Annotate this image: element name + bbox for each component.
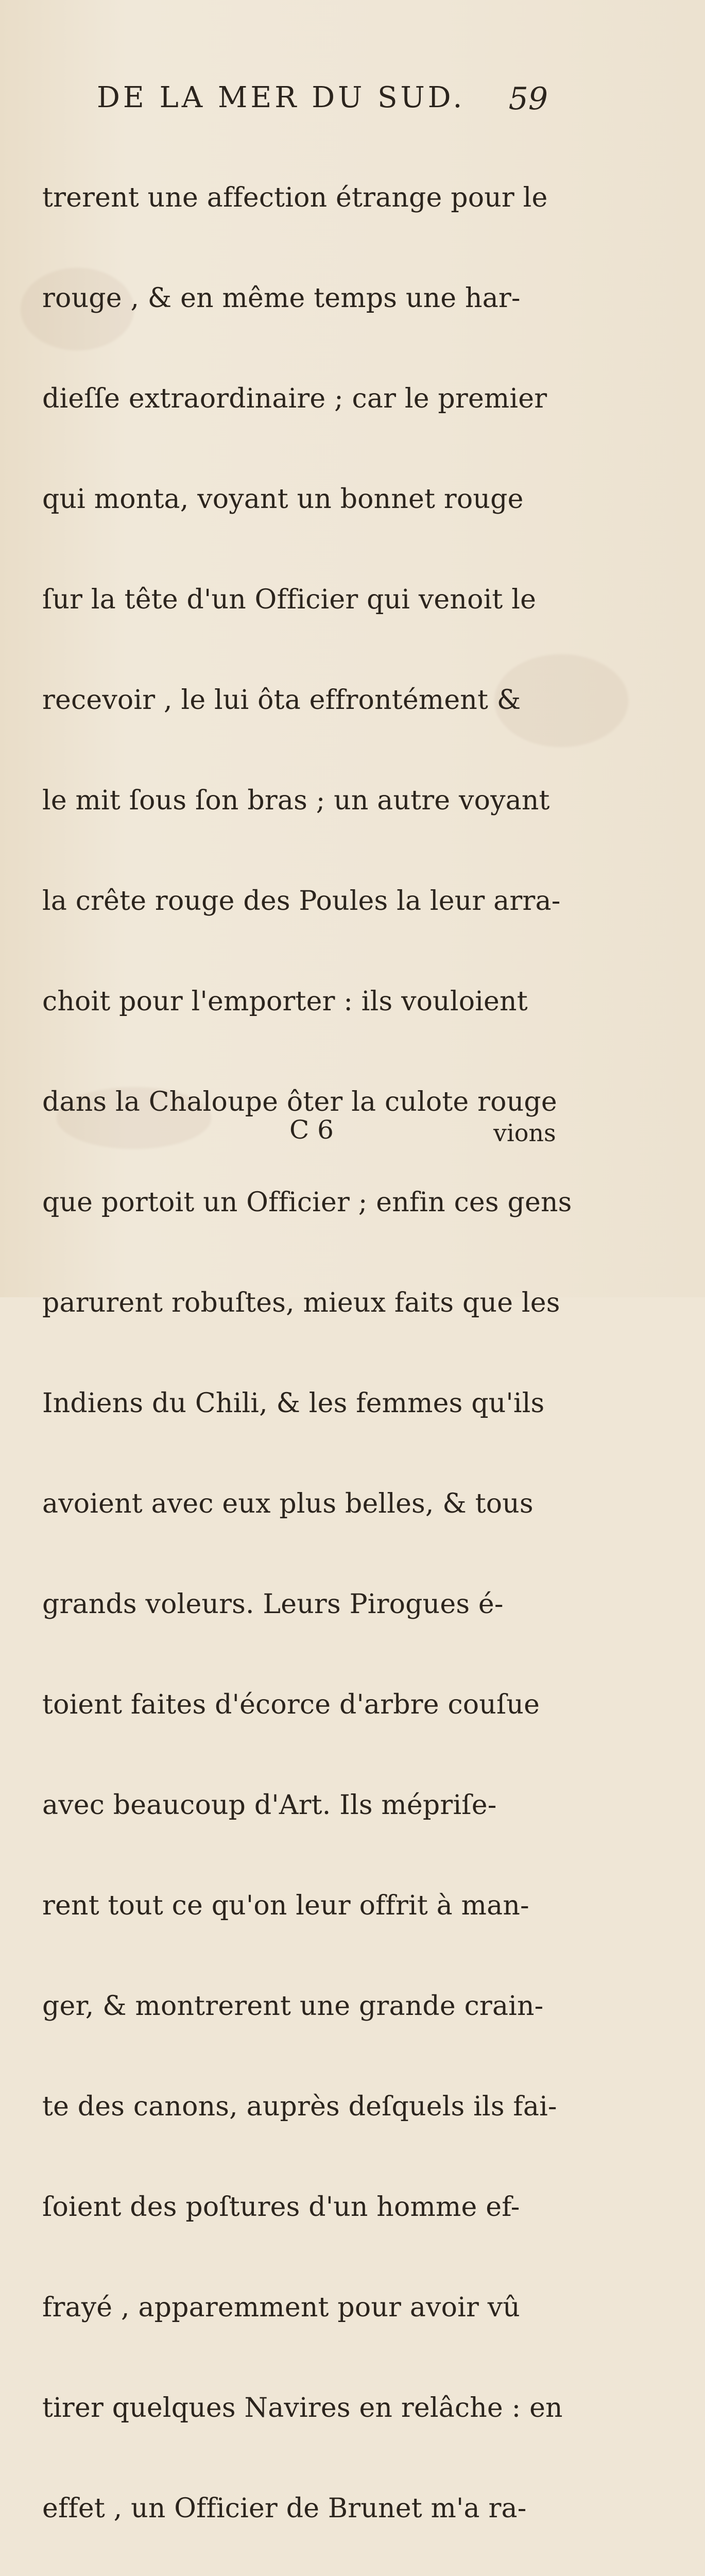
text-line: trerent une affection étrange pour le: [42, 182, 548, 213]
text-line: avoient avec eux plus belles, & tous: [42, 1488, 534, 1519]
text-line: rent tout ce qu'on leur offrit à man-: [42, 1890, 529, 1921]
text-line: recevoir , le lui ôta effrontément &: [42, 685, 521, 716]
text-line: frayé , apparemment pour avoir vû: [42, 2292, 521, 2323]
page-body-text: [42, 114, 572, 2576]
page-number: 59: [508, 81, 548, 117]
text-line: qui monta, voyant un bonnet rouge: [42, 484, 524, 515]
catchword: vions: [493, 1119, 556, 1147]
text-line: parurent robuſtes, mieux faits que les: [42, 1287, 560, 1318]
text-line: la crête rouge des Poules la leur arra-: [42, 886, 561, 917]
text-line: toient faites d'écorce d'arbre couſue: [42, 1689, 540, 1720]
text-line: avec beaucoup d'Art. Ils mépriſe-: [42, 1790, 497, 1821]
text-line: dans la Chaloupe ôter la culote rouge: [42, 1087, 557, 1117]
text-line: effet , un Officier de Brunet m'a ra-: [42, 2493, 527, 2524]
text-line: dieſſe extraordinaire ; car le premier: [42, 383, 547, 414]
text-line: choit pour l'emporter : ils vouloient: [42, 986, 528, 1017]
text-line: le mit ſous ſon bras ; un autre voyant: [42, 785, 550, 816]
running-head: DE LA MER DU SUD.: [97, 81, 466, 114]
text-line: rouge , & en même temps une har-: [42, 283, 521, 314]
page-footer: [0, 1117, 705, 1153]
text-line: ſur la tête d'un Officier qui venoit le: [42, 584, 537, 615]
text-line: ſoient des poſtures d'un homme ef-: [42, 2192, 520, 2223]
text-line: Indiens du Chili, & les femmes qu'ils: [42, 1388, 545, 1419]
text-line: ger, & montrerent une grande crain-: [42, 1991, 544, 2022]
text-line: grands voleurs. Leurs Pirogues é-: [42, 1589, 504, 1620]
text-line: que portoit un Officier ; enfin ces gens: [42, 1187, 572, 1218]
signature-mark: C 6: [289, 1115, 334, 1145]
text-line: tirer quelques Navires en relâche : en: [42, 2393, 563, 2424]
text-line: te des canons, auprès deſquels ils fai-: [42, 2091, 557, 2122]
